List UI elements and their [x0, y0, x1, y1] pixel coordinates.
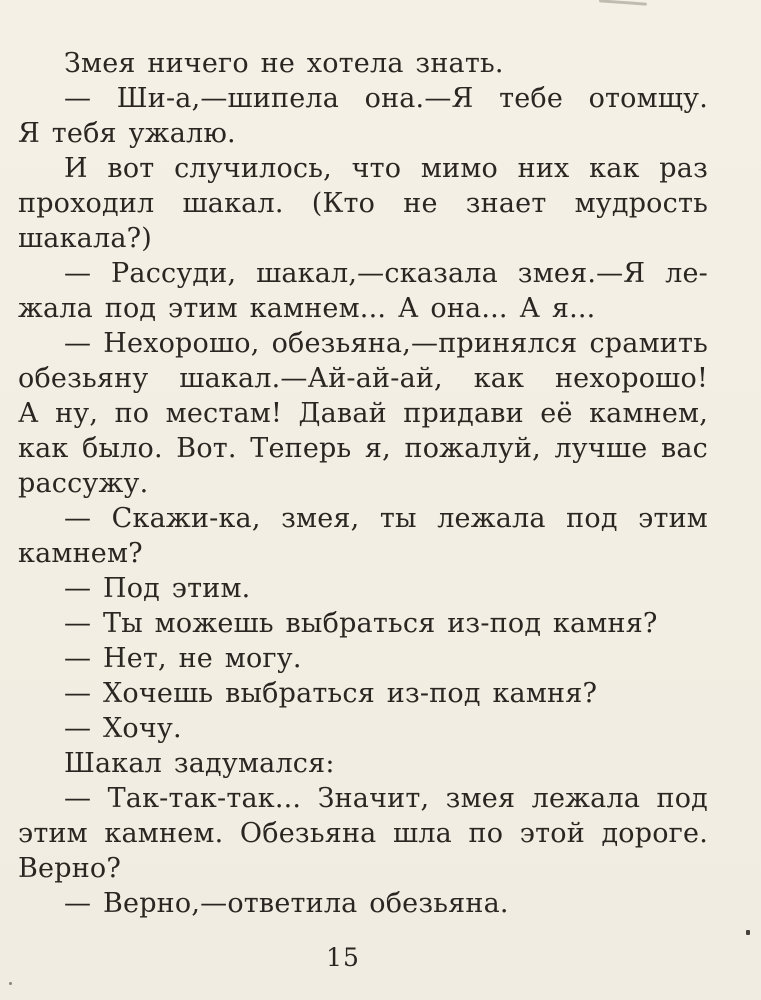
text-line: И вот случилось, что мимо них как раз	[64, 153, 708, 184]
text-line: рассужу.	[18, 468, 149, 499]
text-line: обезьяну шакал.—Ай-ай-ай, как нехорошо!	[18, 363, 708, 394]
text-line: Верно?	[18, 853, 122, 884]
text-line: — Верно,—ответила обезьяна.	[64, 888, 509, 919]
scan-artifact-bottom-left	[9, 982, 12, 985]
text-line: Шакал задумался:	[64, 748, 335, 779]
text-line: камнем?	[18, 538, 143, 569]
page-text-block	[18, 46, 708, 921]
text-line: — Скажи-ка, змея, ты лежала под этим	[64, 503, 708, 534]
text-line: — Ши-а,—шипела она.—Я тебе отомщу.	[64, 83, 708, 114]
text-line: шакала?)	[18, 223, 153, 254]
text-line: — Рассуди, шакал,—сказала змея.—Я ле-	[64, 258, 708, 289]
text-line: — Хочу.	[64, 713, 182, 744]
text-line: Я тебя ужалю.	[18, 118, 236, 149]
text-line: как было. Вот. Теперь я, пожалуй, лучше вас	[18, 433, 708, 464]
page-number: 15	[326, 943, 360, 972]
text-line: проходил шакал. (Кто не знает мудрость	[18, 188, 708, 219]
scan-artifact-top	[599, 0, 647, 6]
text-line: — Ты можешь выбраться из-под камня?	[64, 608, 658, 639]
text-line: А ну, по местам! Давай придави её камнем,	[18, 398, 708, 429]
scan-artifact-right	[746, 930, 750, 935]
text-line: этим камнем. Обезьяна шла по этой дороге.	[18, 818, 708, 849]
text-line: — Так-так-так... Значит, змея лежала под	[64, 783, 708, 814]
text-line: — Нехорошо, обезьяна,—принялся срамить	[64, 328, 708, 359]
text-line: — Под этим.	[64, 573, 251, 604]
text-line: Змея ничего не хотела знать.	[64, 48, 504, 79]
text-line: — Нет, не могу.	[64, 643, 302, 674]
text-line: жала под этим камнем... А она... А я...	[18, 293, 596, 324]
text-line: — Хочешь выбраться из-под камня?	[64, 678, 598, 709]
